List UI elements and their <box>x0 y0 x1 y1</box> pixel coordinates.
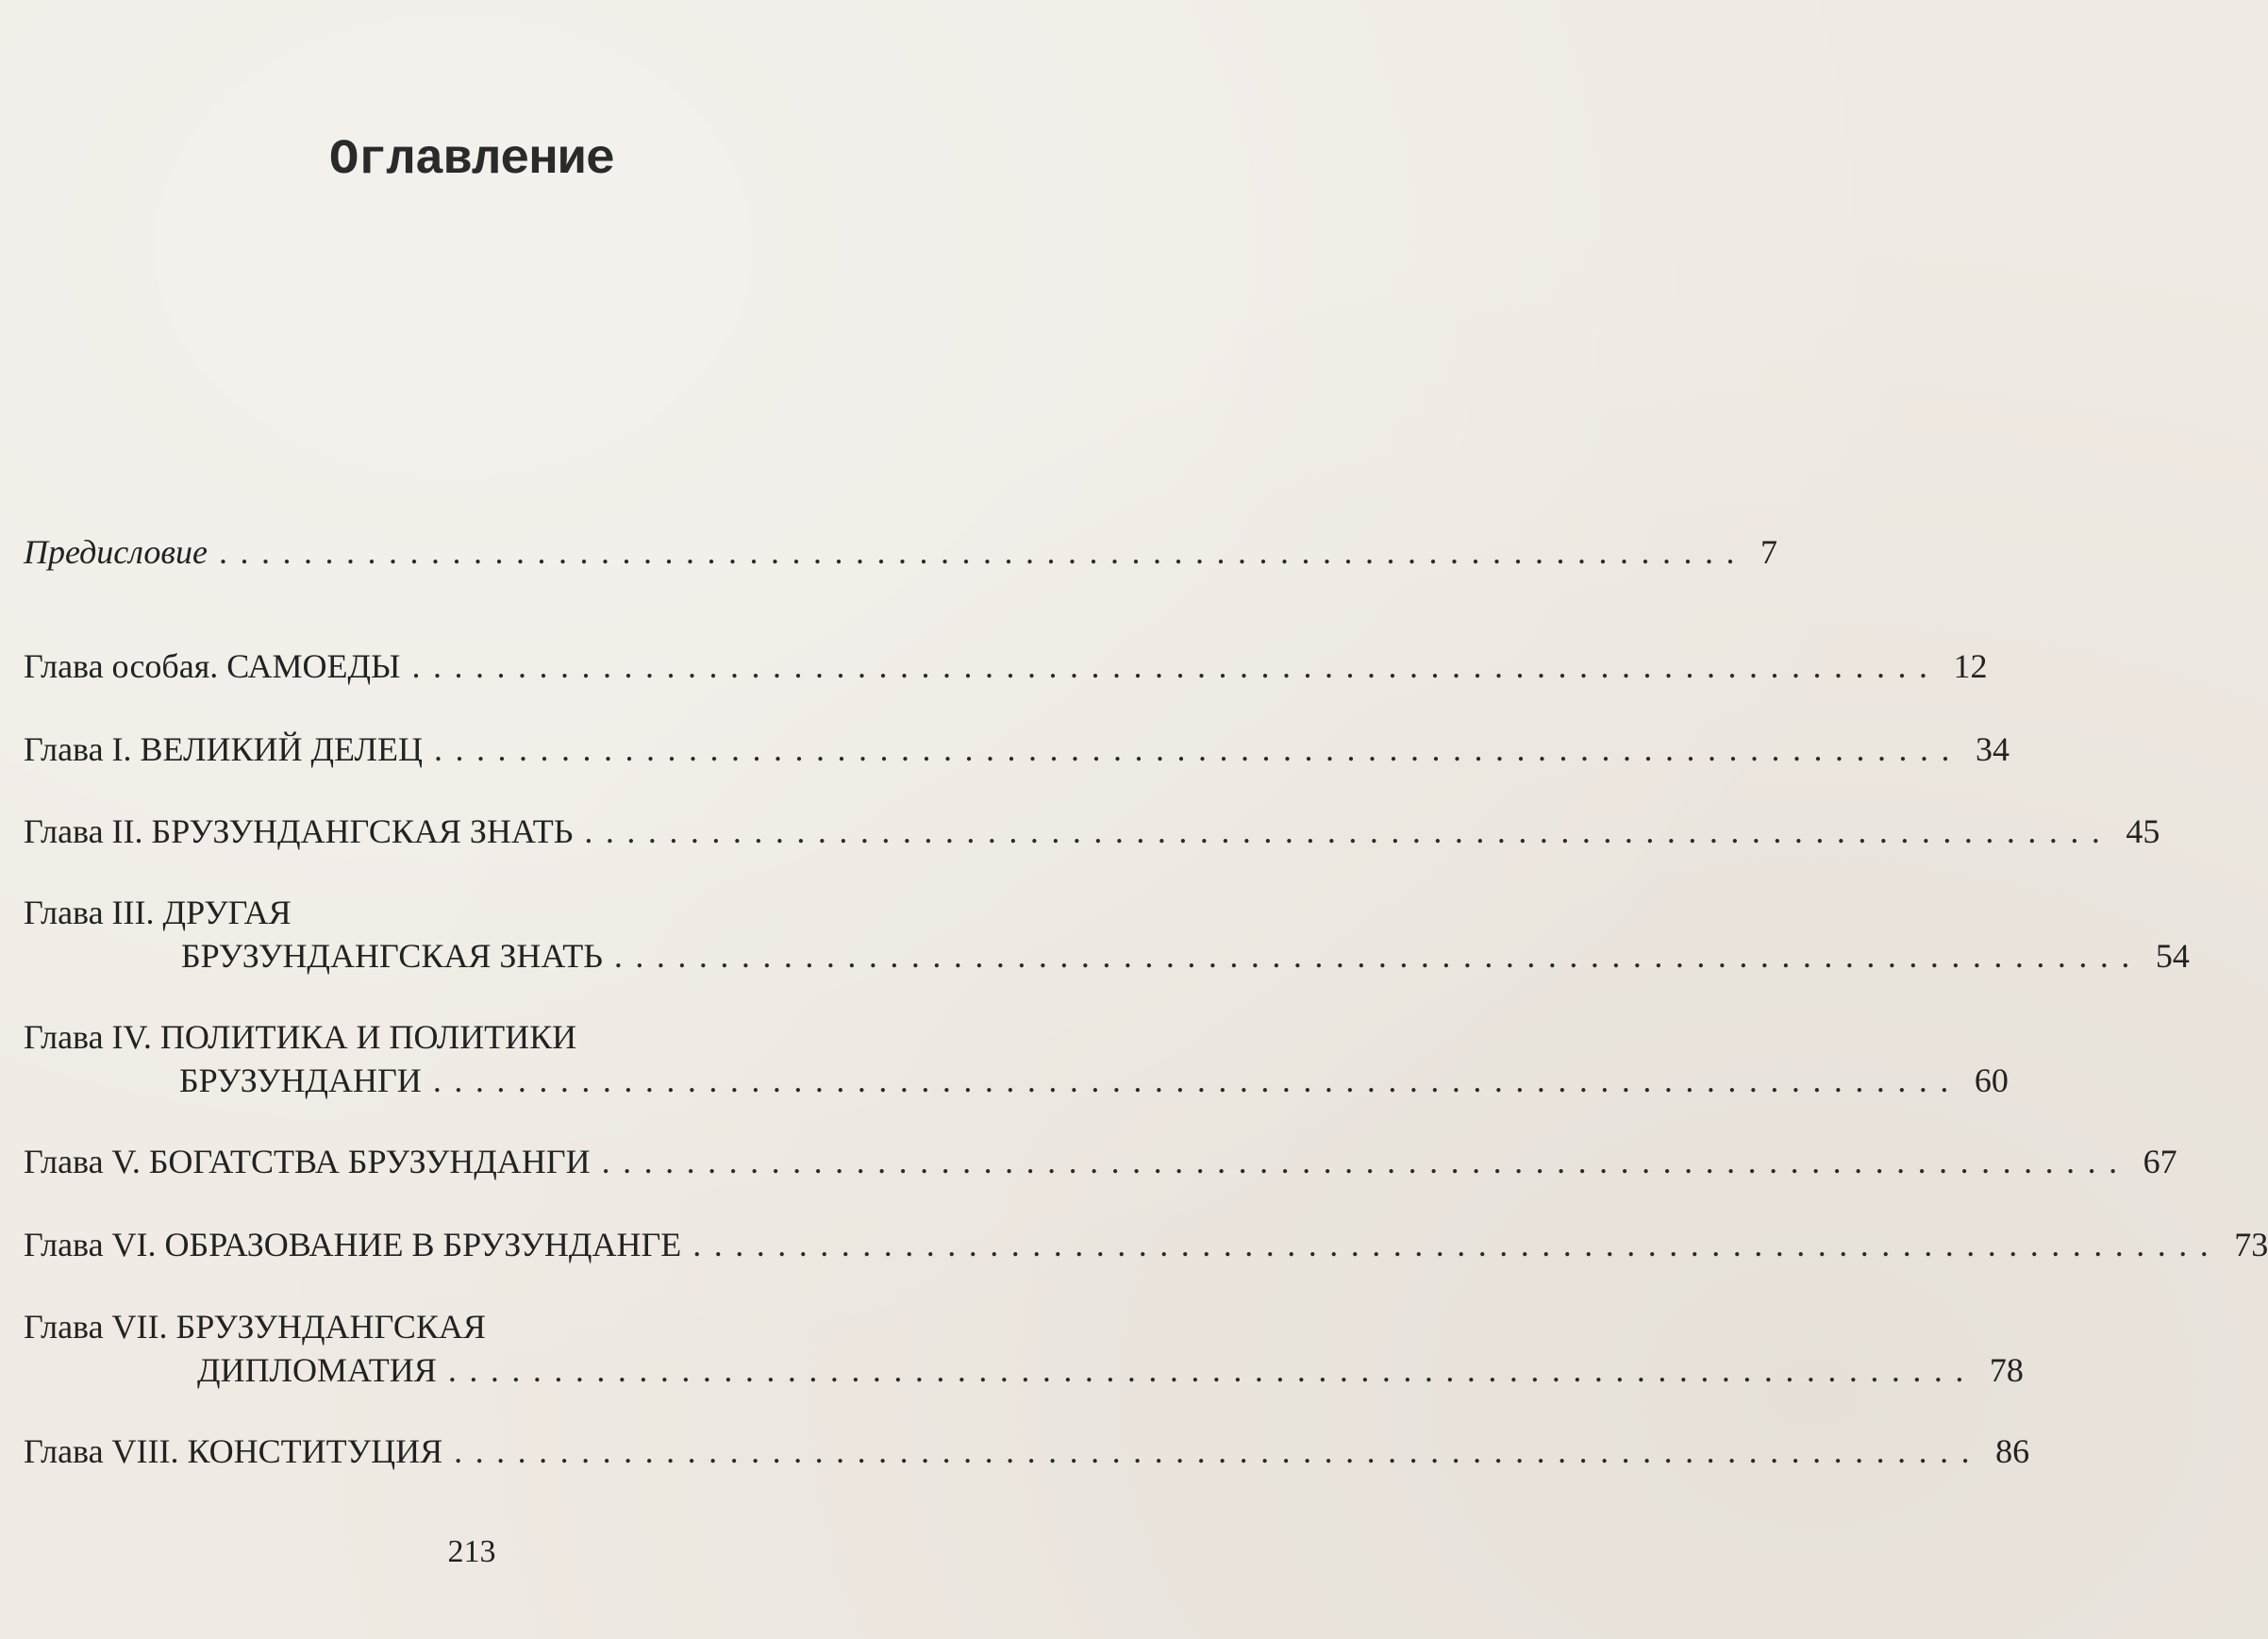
toc-entry-label: Глава VIII. КОНСТИТУЦИЯ <box>24 1432 443 1470</box>
page-number: 213 <box>447 1534 496 1569</box>
toc-entry-chapter-3 <box>24 891 2190 978</box>
leader-dots: ........................................................................ <box>601 1143 2130 1180</box>
toc-entry-chapter-2 <box>24 810 2160 853</box>
toc-entry-page: 34 <box>1975 730 2010 768</box>
toc-entry-label: Глава VI. ОБРАЗОВАНИЕ В БРУЗУНДАНГЕ <box>24 1226 682 1263</box>
toc-entry-chapter-7 <box>24 1305 2024 1392</box>
leader-dots: ........................................................................ <box>447 1351 1976 1389</box>
toc-entry-label: Глава I. ВЕЛИКИЙ ДЕЛЕЦ <box>24 730 423 768</box>
toc-entry-page: 54 <box>2155 937 2190 975</box>
toc-entry-page: 45 <box>2126 812 2160 850</box>
toc-entry-page: 7 <box>1760 533 1778 571</box>
toc-entry-label: Глава II. БРУЗУНДАНГСКАЯ ЗНАТЬ <box>24 812 574 850</box>
leader-dots: ........................................................................ <box>613 937 2143 975</box>
toc-entry-page: 86 <box>1995 1432 2030 1470</box>
toc-entry-continuation: БРУЗУНДАНГСКАЯ ЗНАТЬ <box>181 937 603 975</box>
page-title: Оглавление <box>328 132 615 188</box>
toc-entry-chapter-5 <box>24 1140 2177 1183</box>
leader-dots: ........................................................................ <box>692 1226 2222 1263</box>
toc-entry-continuation: БРУЗУНДАНГИ <box>179 1062 422 1099</box>
leader-dots: ........................................................................ <box>432 1062 1961 1099</box>
toc-entry-chapter-6 <box>24 1223 2268 1266</box>
toc-entry-page: 12 <box>1953 647 1988 685</box>
toc-entry-preface <box>24 530 1778 574</box>
toc-entry-chapter-special <box>24 644 1988 688</box>
leader-dots: ........................................................................ <box>411 647 1941 685</box>
leader-dots: ........................................................................ <box>219 533 1748 571</box>
leader-dots: ........................................................................ <box>454 1432 1983 1470</box>
toc-entry-page: 78 <box>1989 1351 2024 1389</box>
leader-dots: ........................................................................ <box>584 812 2113 850</box>
toc-entry-label: Глава особая. САМОЕДЫ <box>24 647 401 685</box>
toc-entry-label: Глава VII. БРУЗУНДАНГСКАЯ <box>24 1308 486 1346</box>
toc-entry-page: 60 <box>1974 1062 2009 1099</box>
toc-entry-label: Предисловие <box>24 533 208 571</box>
toc-entry-label: Глава III. ДРУГАЯ <box>24 894 292 931</box>
toc-entry-label: Глава IV. ПОЛИТИКА И ПОЛИТИКИ <box>24 1018 577 1056</box>
toc-entry-page: 73 <box>2234 1226 2268 1263</box>
toc-entry-chapter-1 <box>24 728 2010 771</box>
leader-dots: ........................................................................ <box>433 730 1962 768</box>
toc-entry-page: 67 <box>2143 1143 2177 1180</box>
toc-entry-continuation: ДИПЛОМАТИЯ <box>197 1351 437 1389</box>
toc-entry-chapter-4 <box>24 1015 2009 1102</box>
toc-entry-label: Глава V. БОГАТСТВА БРУЗУНДАНГИ <box>24 1143 591 1180</box>
toc-entry-chapter-8 <box>24 1430 2030 1473</box>
